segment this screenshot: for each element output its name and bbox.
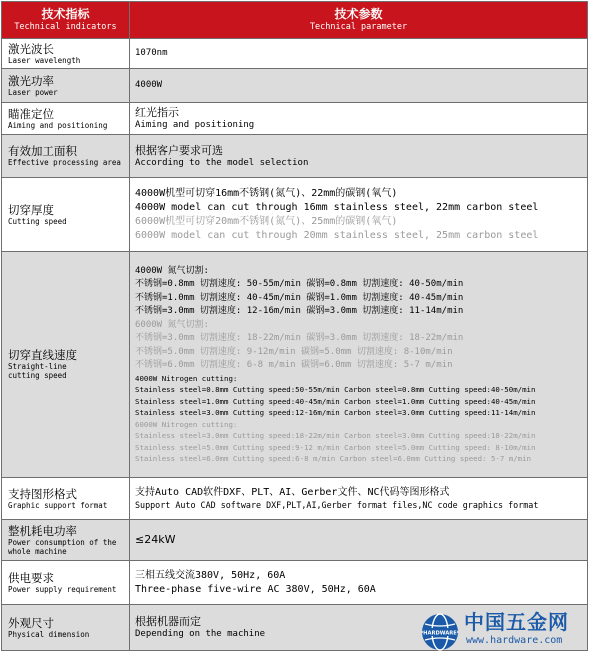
label-consumption xyxy=(2,520,130,561)
thickness-line-6000-en: 6000W model can cut through 20mm stainless steel, 25mm carbon steel xyxy=(135,229,539,241)
badge-text: HARDWARE xyxy=(423,630,457,637)
value-en: According to the model selection xyxy=(135,157,309,168)
label-supply xyxy=(2,561,130,605)
value-zh: 三相五线交流380V, 50Hz, 60A xyxy=(135,570,286,581)
label-zh: 供电要求 xyxy=(8,570,54,585)
label-aiming xyxy=(2,103,130,135)
header-parameter xyxy=(130,2,588,39)
row-consumption xyxy=(2,520,588,561)
speed-line: 4000W Nitrogen cutting: xyxy=(135,373,238,383)
label-zh: 激光波长 xyxy=(8,41,54,56)
value-text: 4000W xyxy=(135,80,163,90)
row-aiming xyxy=(2,103,588,135)
speed-line: 不锈钢=0.8mm 切割速度: 50-55m/min 碳钢=0.8mm 切割速度: 40-50m/min xyxy=(135,279,464,289)
value-speed xyxy=(130,252,588,478)
header-indicators-en: Technical indicators xyxy=(14,22,117,32)
value-area xyxy=(130,135,588,178)
label-zh: 切穿厚度 xyxy=(8,202,54,217)
label-en: Power supply requirement xyxy=(8,584,117,594)
speed-line: 不锈钢=5.0mm 切割速度: 9-12m/min 碳钢=5.0mm 切割速度: 8-10m/min xyxy=(135,346,453,357)
speed-line: Stainless steel=5.0mm Cutting speed:9-12 m/min Carbon steel=5.0mm Cutting speed: 8-10m/min xyxy=(135,442,536,452)
header-row xyxy=(2,2,588,39)
value-zh: 支持Auto CAD软件DXF、PLT、AI、Gerber文件、NC代码等图形格式 xyxy=(135,487,450,498)
label-zh: 支持图形格式 xyxy=(8,486,77,501)
label-zh: 外观尺寸 xyxy=(8,615,54,630)
label-en: Laser wavelength xyxy=(8,55,81,65)
globe-icon xyxy=(420,612,460,652)
label-zh: 有效加工面积 xyxy=(8,144,77,158)
row-area xyxy=(2,135,588,178)
label-en: Straight-line cutting speed xyxy=(8,362,67,380)
speed-line: 不锈钢=6.0mm 切割速度: 6-8 m/min 碳钢=6.0mm 切割速度: 5-7 m/min xyxy=(135,360,453,370)
value-zh: 红光指示 xyxy=(135,106,179,119)
label-en: Power consumption of the whole machine xyxy=(8,537,117,556)
value-graphics xyxy=(130,478,588,520)
row-thickness xyxy=(2,178,588,252)
row-graphics xyxy=(2,478,588,520)
label-en: Laser power xyxy=(8,87,58,97)
value-power xyxy=(130,69,588,103)
watermark-url: www.hardware.com xyxy=(466,635,563,646)
label-speed xyxy=(2,252,130,478)
label-power xyxy=(2,69,130,103)
label-zh: 瞄准定位 xyxy=(8,106,54,121)
value-text: 1070nm xyxy=(135,48,168,58)
speed-line: 不锈钢=3.0mm 切割速度: 12-16m/min 碳钢=3.0mm 切割速度: 11-14m/min xyxy=(135,306,464,316)
header-indicators-zh: 技术指标 xyxy=(41,7,90,21)
value-text: ≤24kW xyxy=(135,533,176,546)
speed-line: Stainless steel=3.0mm Cutting speed:12-16m/min Carbon steel=3.0mm Cutting speed:11-14m/min xyxy=(135,408,536,417)
value-wavelength xyxy=(130,39,588,69)
row-wavelength xyxy=(2,39,588,69)
label-en: Physical dimension xyxy=(8,629,90,639)
watermark-logo xyxy=(420,610,585,654)
speed-line: 6000W Nitrogen cutting: xyxy=(135,419,238,429)
label-wavelength xyxy=(2,39,130,69)
thickness-line-4000-zh: 4000W机型可切穿16mm不锈钢(氮气)、22mm的碳钢(氧气) xyxy=(135,187,398,199)
value-thickness xyxy=(130,178,588,252)
label-en: Aiming and positioning xyxy=(8,120,108,130)
label-en: Cutting speed xyxy=(8,216,67,226)
row-supply xyxy=(2,561,588,605)
value-zh: 根据客户要求可选 xyxy=(135,143,223,157)
label-zh: 激光功率 xyxy=(8,73,54,88)
value-zh: 根据机器而定 xyxy=(135,615,201,628)
label-thickness xyxy=(2,178,130,252)
value-en: Aiming and positioning xyxy=(135,120,255,130)
label-dimension xyxy=(2,605,130,651)
value-en: Depending on the machine xyxy=(135,629,266,639)
label-zh: 整机耗电功率 xyxy=(8,523,77,538)
watermark-cn: 中国五金网 xyxy=(464,610,569,634)
label-en: Graphic support format xyxy=(8,500,108,510)
header-parameter-en: Technical parameter xyxy=(309,22,408,32)
speed-line: Stainless steel=6.0mm Cutting speed:6-8 m/min Carbon steel=6.0mm Cutting speed: 5-7 m/min xyxy=(135,454,532,463)
header-indicators xyxy=(2,2,130,39)
speed-line: 不锈钢=1.0mm 切割速度: 40-45m/min 碳钢=1.0mm 切割速度: 40-45m/min xyxy=(135,292,464,303)
row-power xyxy=(2,69,588,103)
value-en: Three-phase five-wire AC 380V, 50Hz, 60A xyxy=(135,584,376,595)
value-en: Support Auto CAD software DXF,PLT,AI,Gerber format files,NC code graphics format xyxy=(135,500,539,510)
speed-line: Stainless steel=1.0mm Cutting speed:40-45m/min Carbon steel=1.0mm Cutting speed:40-45m/min xyxy=(135,396,536,406)
speed-line: Stainless steel=3.0mm Cutting speed:18-22m/min Carbon steel=3.0mm Cutting speed:18-22m/min xyxy=(135,431,536,440)
value-supply xyxy=(130,561,588,605)
row-speed xyxy=(2,252,588,478)
speed-line: Stainless steel=0.8mm Cutting speed:50-55m/min Carbon steel=0.8mm Cutting speed:40-50m/min xyxy=(135,385,536,394)
label-zh: 切穿直线速度 xyxy=(8,348,77,362)
label-area xyxy=(2,135,130,178)
speed-line: 4000W 氮气切割: xyxy=(135,265,209,276)
spec-table xyxy=(1,1,588,651)
header-parameter-zh: 技术参数 xyxy=(334,7,383,21)
label-en: Effective processing area xyxy=(8,158,121,167)
label-graphics xyxy=(2,478,130,520)
value-aiming xyxy=(130,103,588,135)
speed-line: 不锈钢=3.0mm 切割速度: 18-22m/min 碳钢=3.0mm 切割速度: 18-22m/min xyxy=(135,333,464,343)
thickness-line-4000-en: 4000W model can cut through 16mm stainless steel, 22mm carbon steel xyxy=(135,201,539,213)
value-consumption xyxy=(130,520,588,561)
speed-line: 6000W 氮气切割: xyxy=(135,319,209,330)
thickness-line-6000-zh: 6000W机型可切穿20mm不锈钢(氮气)、25mm的碳钢(氧气) xyxy=(135,215,398,227)
